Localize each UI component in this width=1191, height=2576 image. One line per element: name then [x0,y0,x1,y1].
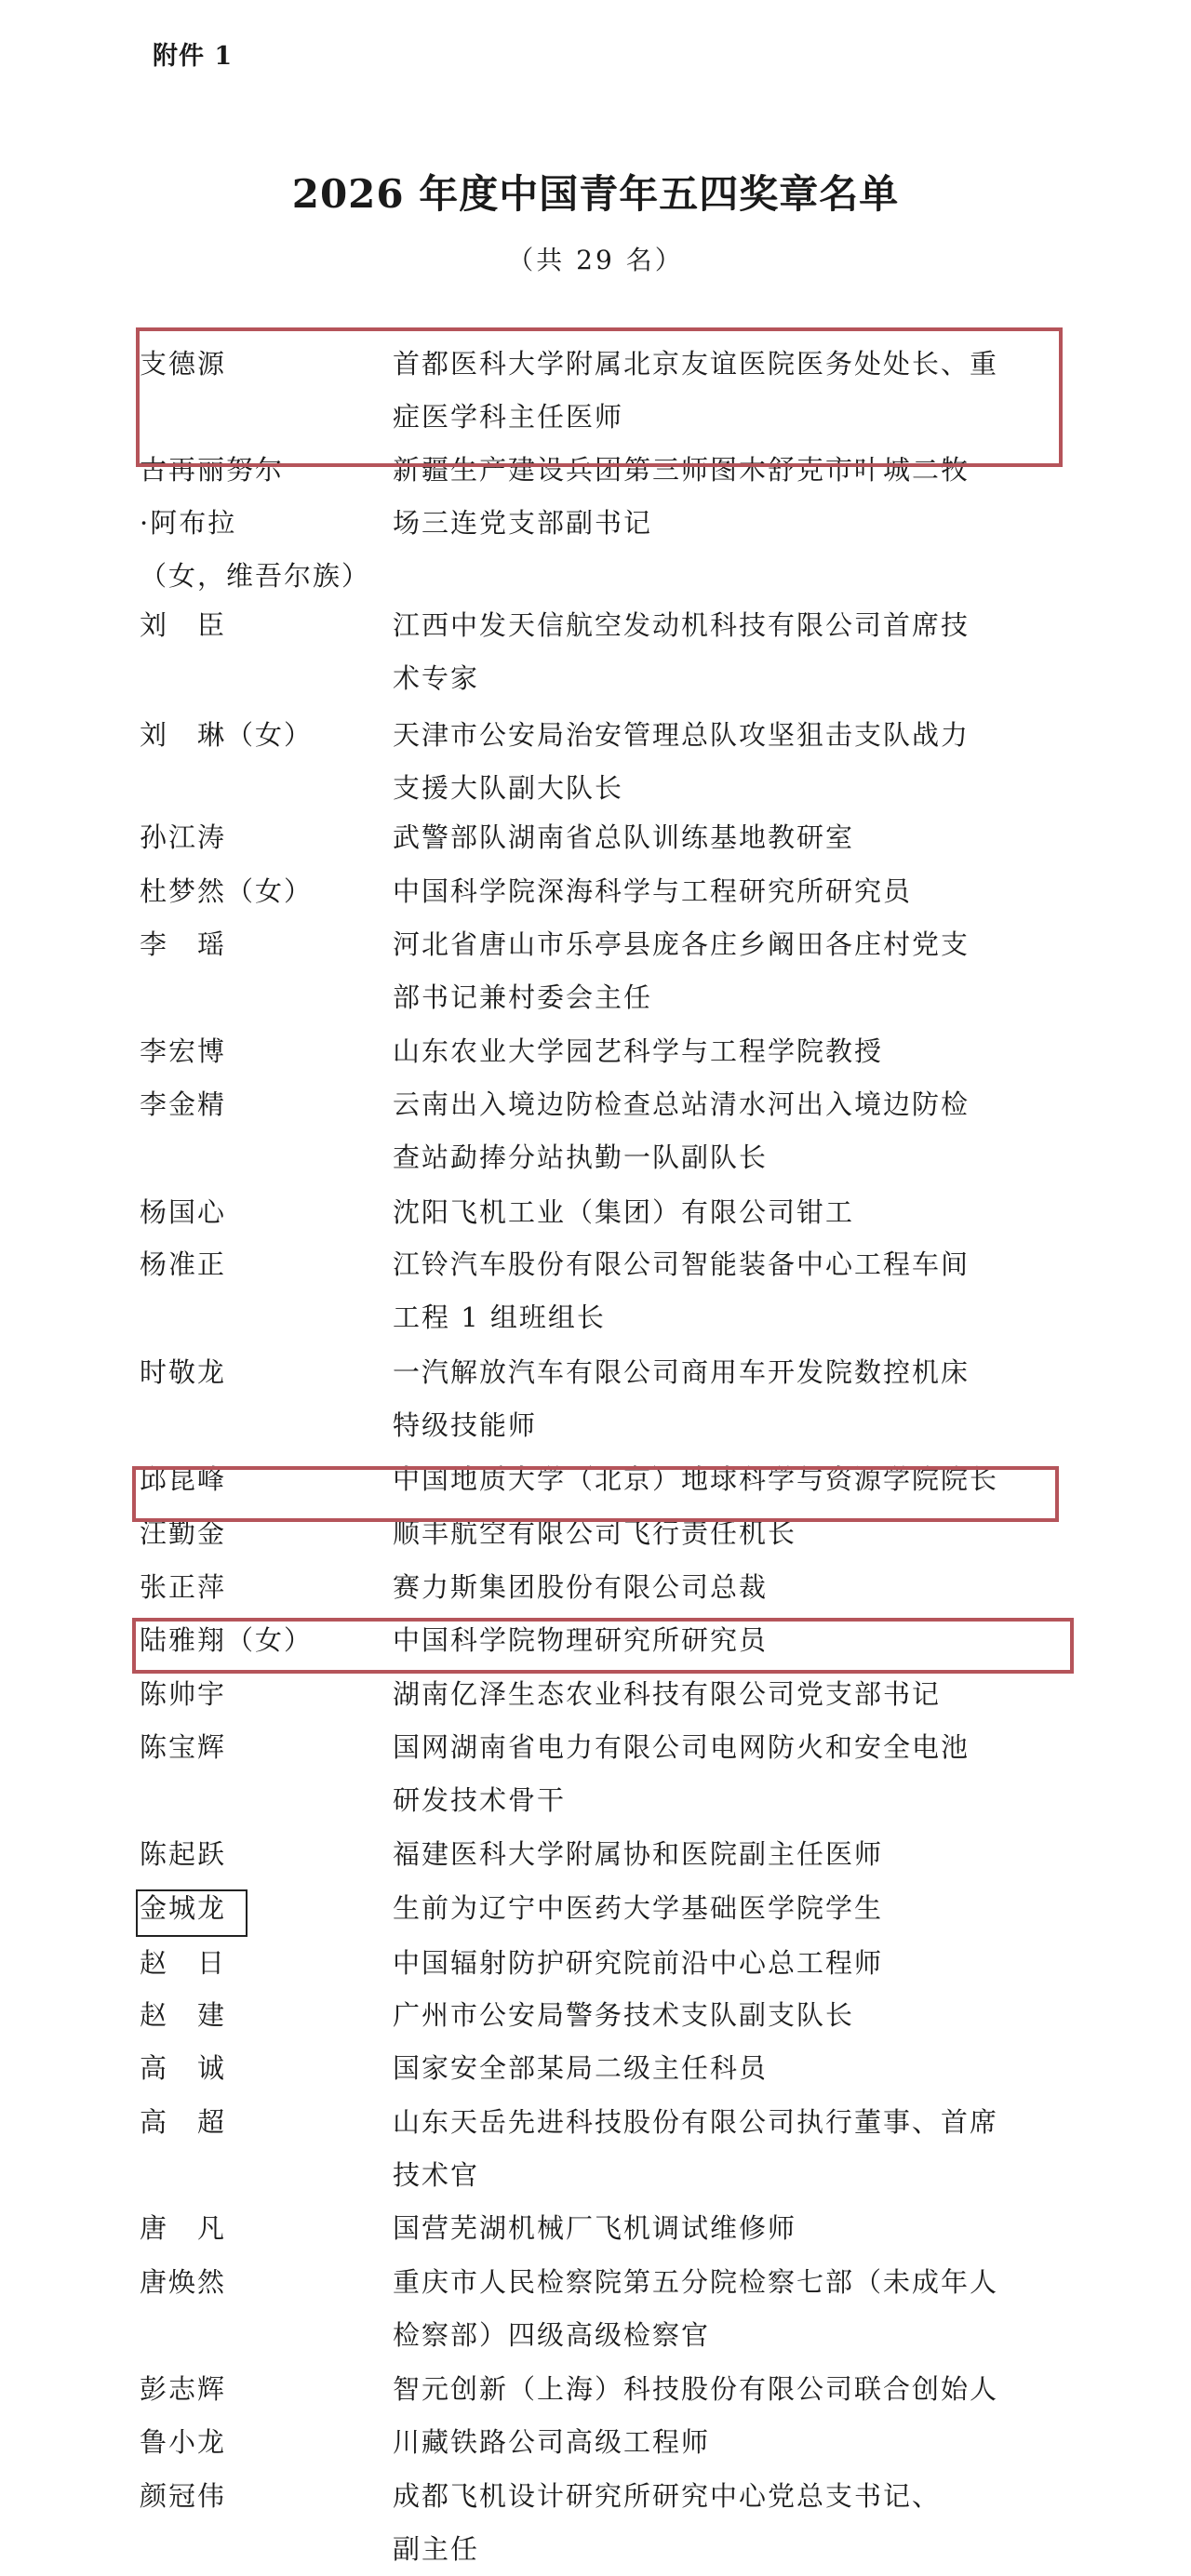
awardee-name: 李金精 [140,1088,227,1120]
awardee-name: 陈起跃 [140,1838,227,1870]
awardee-name: 古再丽努尔 ·阿布拉 （女，维吾尔族） [140,454,371,592]
awardee-affiliation: 湖南亿泽生态农业科技有限公司党支部书记 [393,1678,942,1710]
awardee-name: 陈宝辉 [140,1731,227,1763]
awardee-affiliation: 川藏铁路公司高级工程师 [393,2426,711,2458]
awardee-affiliation: 云南出入境边防检查总站清水河出入境边防检 查站勐捧分站执勤一队副队长 [393,1088,970,1173]
awardee-affiliation: 武警部队湖南省总队训练基地教研室 [393,821,855,853]
awardee-affiliation: 国营芜湖机械厂飞机调试维修师 [393,2212,797,2244]
awardee-affiliation: 顺丰航空有限公司飞行责任机长 [393,1517,797,1549]
awardee-name: 杨准正 [140,1248,227,1280]
awardee-affiliation: 中国科学院物理研究所研究员 [393,1624,769,1656]
awardee-affiliation: 江铃汽车股份有限公司智能装备中心工程车间 工程 1 组班组长 [393,1248,970,1333]
awardee-affiliation: 广州市公安局警务技术支队副支队长 [393,1999,855,2031]
awardee-name: 支德源 [140,348,227,380]
awardee-affiliation: 赛力斯集团股份有限公司总裁 [393,1571,769,1603]
awardee-affiliation: 天津市公安局治安管理总队攻坚狙击支队战力 支援大队副大队长 [393,719,970,804]
highlight-box-1 [136,327,1063,467]
awardee-name: 陈帅宇 [140,1678,227,1710]
awardee-name: 高 诚 [140,2052,227,2084]
awardee-affiliation: 新疆生产建设兵团第三师图木舒克市叶城二牧 场三连党支部副书记 [393,454,970,539]
awardee-affiliation: 山东农业大学园艺科学与工程学院教授 [393,1035,884,1067]
awardee-affiliation: 河北省唐山市乐亭县庞各庄乡阚田各庄村党支 部书记兼村委会主任 [393,928,970,1013]
name-frame [136,1889,248,1937]
awardee-affiliation: 福建医科大学附属协和医院副主任医师 [393,1838,884,1870]
awardee-name: 李 瑶 [140,928,227,960]
awardee-name: 高 超 [140,2106,227,2138]
awardee-name: 邱昆峰 [140,1463,227,1495]
awardee-name: 汪勤金 [140,1517,227,1549]
awardee-name: 赵 建 [140,1999,227,2031]
awardee-affiliation: 一汽解放汽车有限公司商用车开发院数控机床 特级技能师 [393,1356,970,1441]
awardee-name: 杨国心 [140,1196,227,1228]
highlight-box-3 [132,1618,1074,1674]
awardee-affiliation: 生前为辽宁中医药大学基础医学院学生 [393,1892,884,1924]
awardee-affiliation: 智元创新（上海）科技股份有限公司联合创始人 [393,2373,999,2405]
awardee-affiliation: 国家安全部某局二级主任科员 [393,2052,769,2084]
awardee-name: 唐焕然 [140,2266,227,2298]
awardee-name: 金城龙 [140,1892,227,1924]
awardee-name: 杜梦然（女） [140,875,314,907]
awardee-name: 李宏博 [140,1035,227,1067]
awardee-affiliation: 山东天岳先进科技股份有限公司执行董事、首席 技术官 [393,2106,999,2191]
awardee-affiliation: 中国地质大学（北京）地球科学与资源学院院长 [393,1463,999,1495]
awardee-name: 彭志辉 [140,2373,227,2405]
awardee-name: 陆雅翔（女） [140,1624,314,1656]
awardee-name: 赵 日 [140,1947,227,1979]
awardee-affiliation: 中国辐射防护研究院前沿中心总工程师 [393,1947,884,1979]
document-title: 2026 年度中国青年五四奖章名单 [291,171,900,217]
awardee-name: 鲁小龙 [140,2426,227,2458]
awardee-name: 张正萍 [140,1571,227,1603]
awardee-affiliation: 中国科学院深海科学与工程研究所研究员 [393,875,913,907]
awardee-name: 时敬龙 [140,1356,227,1388]
awardee-name: 颜冠伟 [140,2480,227,2512]
awardee-affiliation: 首都医科大学附属北京友谊医院医务处处长、重 症医学科主任医师 [393,348,999,433]
awardee-name: 刘 臣 [140,609,227,641]
awardee-name: 刘 琳（女） [140,719,314,751]
attachment-label: 附件 1 [153,42,234,71]
awardee-name: 唐 凡 [140,2212,227,2244]
awardee-affiliation: 沈阳飞机工业（集团）有限公司钳工 [393,1196,855,1228]
awardee-name: 孙江涛 [140,821,227,853]
awardee-affiliation: 江西中发天信航空发动机科技有限公司首席技 术专家 [393,609,970,694]
awardee-affiliation: 国网湖南省电力有限公司电网防火和安全电池 研发技术骨干 [393,1731,970,1816]
document-subtitle: （共 29 名） [507,245,684,275]
highlight-box-2 [132,1466,1059,1522]
awardee-affiliation: 成都飞机设计研究所研究中心党总支书记、 副主任 [393,2480,942,2565]
awardee-affiliation: 重庆市人民检察院第五分院检察七部（未成年人 检察部）四级高级检察官 [393,2266,999,2351]
